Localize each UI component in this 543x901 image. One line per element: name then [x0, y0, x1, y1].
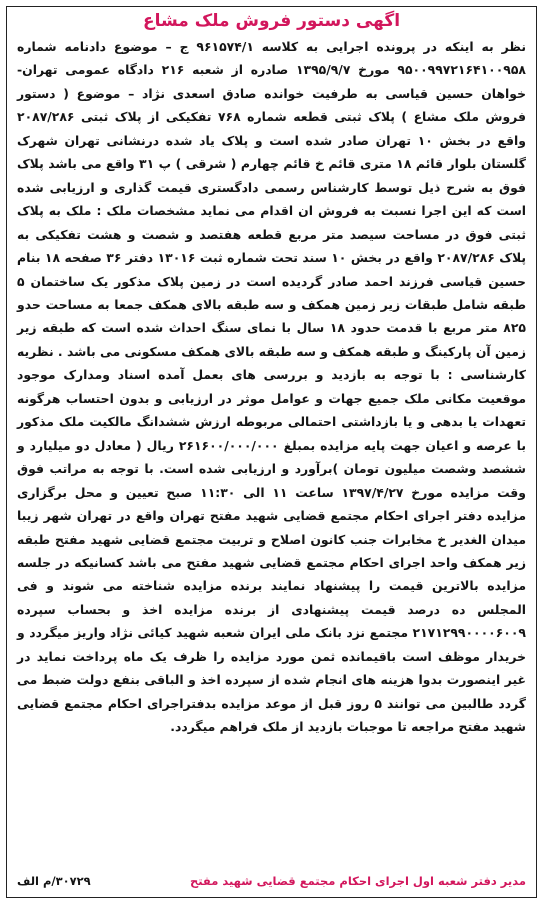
notice-body: نظر به اینکه در پرونده اجرایی به کلاسه ۹۶۱۵۷۴/۱ ج – موضوع دادنامه شماره ۹۵۰۰۹۹۷۲۱۶۴۱۰۰۹۵۸ مورخ ۱۳۹۵/۹/۷ صادره از شعبه ۲۱۶ دادگاه عمومی تهران- خواهان حسین قیاسی به طرفیت خوانده صادق اسعدی نژاد – موضوع ( دستور فروش ملک مشاع ) پلاک ثبتی قطعه شماره ۷۶۸ تفکیکی از پلاک ثبتی ۲۰۸۷/۲۸۶ واقع در بخش ۱۰ تهران صادر شده است و پلاک یاد شده درنشانی تهران شهرک گلستان بلوار قائم ۱۸ متری قائم خ قائم چهارم ( شرقی ) پ ۳۱ واقع می باشد پلاک فوق به شرح ذیل توسط کارشناس رسمی دادگستری قیمت گذاری و ارزیابی شده است که این اجرا نسبت به فروش ان اقدام می نماید مشخصات ملک : ملک به پلاک ثبتی فوق در مساحت سیصد متر مربع قطعه هفتصد و شصت و هشت تفکیکی به پلاک ۲۰۸۷/۲۸۶ واقع در بخش ۱۰ سند تحت شماره ثبت ۱۳۰۱۶ دفتر ۳۶ صفحه ۱۸ بنام حسین قیاسی فرزند احمد صادر گردیده است در زمین پلاک مذکور یک ساختمان ۵ طبقه شامل طبقات زیر زمین همکف و سه طبقه بالای همکف جمعا به مساحت حدو ۸۲۵ متر مربع با قدمت حدود ۱۸ سال با نمای سنگ احداث شده است که طبقه زیر زمین آن پارکینگ و طبقه همکف و سه طبقه بالای همکف مسکونی می باشد . نظریه کارشناسی : با توجه به بازدید و بررسی های بعمل آمده اسناد ومدارک موجود موقعیت مکانی ملک جمیع جهات و عوامل موثر در ارزیابی و بدون احتساب هرگونه تعهدات یا بدهی و یا بازداشتی احتمالی مربوطه ارزش ششدانگ مالکیت ملک مذکور با عرصه و اعیان جهت پایه مزایده بمبلغ ۲۶۱۶۰۰/۰۰۰/۰۰۰ ریال ( معادل دو میلیارد و ششصد وشصت میلیون تومان )برآورد و ارزیابی شده است. با توجه به مراتب فوق وقت مزایده مورخ ۱۳۹۷/۴/۲۷ ساعت ۱۱ الی ۱۱:۳۰ صبح تعیین و محل برگزاری مزایده دفتر اجرای احکام مجتمع قضایی شهید مفتح تهران واقع در تهران شهر زیبا میدان الغدیر خ مخابرات جنب کانون اصلاح و تربیت مجتمع قضایی شهید مفتح طبقه زیر همکف واحد اجرای احکام مجتمع قضایی شهید مفتح می باشد کسانیکه در جلسه مزایده بالاترین قیمت را پیشنهاد نمایند برنده مزایده شناخته می شوند و فی المجلس ده درصد قیمت پیشنهادی از برنده مزایده اخذ و بحساب سپرده ۲۱۷۱۲۹۹۰۰۰۰۶۰۰۹ مجتمع نزد بانک ملی ایران شعبه شهید کیائی نژاد واریز میگردد و خریدار موظف است باقیمانده ثمن مورد مزایده را ظرف یک ماه پرداخت نماید در غیر اینصورت بدوا هزینه های انجام شده از سپرده اخذ و الباقی بنفع دولت ضبط می گردد طالبین می توانند ۵ روز قبل از موعد مزایده بدفتراجرای احکام مجتمع قضایی شهید مفتح مراجعه تا موجبات بازدید از ملک فراهم میگردد.	[17, 39, 527, 735]
notice-frame	[6, 6, 537, 898]
notice-code: ۳۰۷۲۹/م الف	[17, 874, 91, 888]
notice-footer	[17, 870, 526, 892]
issuer-signature: مدیر دفتر شعبه اول اجرای احکام مجتمع قضایی شهید مفتح	[189, 874, 526, 888]
notice-title: اگهی دستور فروش ملک مشاع	[142, 11, 401, 31]
